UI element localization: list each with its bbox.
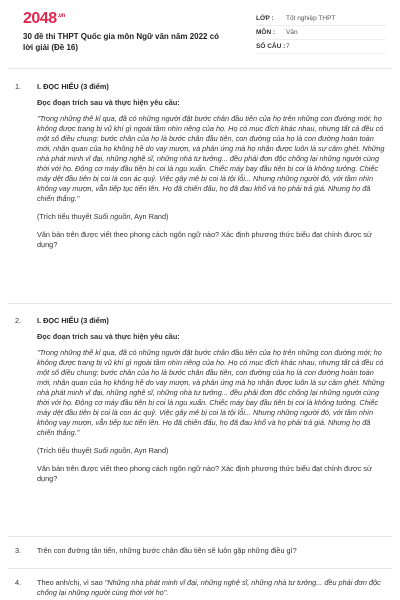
question-number: 2. (15, 316, 22, 325)
question-number: 4. (15, 578, 22, 587)
document-meta (256, 12, 386, 54)
page-title: 30 đề thi THPT Quốc gia môn Ngữ văn năm 2022 có lời giải (Đề 16) (23, 32, 220, 52)
meta-key: LỚP : (256, 15, 274, 22)
question-body (37, 546, 385, 556)
passage-source: (Trích tiểu thuyết Suối nguồn, Ayn Rand) (37, 212, 169, 221)
meta-row-count (256, 40, 386, 54)
meta-value: Tốt nghiệp THPT (286, 15, 336, 22)
meta-row-subject (256, 26, 386, 40)
meta-row-class (256, 12, 386, 26)
question-4 (15, 578, 385, 598)
reading-passage: "Trong những thế kỉ qua, đã có những người đặt bước chân đầu tiên của họ trên những con đường mới; họ không được trang bị vũ khí gì ngoài tầm nhìn riêng của họ. Họ có mục đích khác nhau, nhưng tất cả đều có một số điều chung: bước chân của họ là bước chân đầu tiên, con đường của họ là con đường hoàn toàn mới, nhận quan của họ không hề do vay mượn, và phản ứng mà họ nhận được luôn là sự căm ghét. Những nhà phát minh vĩ đại, những nghệ sĩ, những nhà tư tưởng... đều phải đơn độc chống lại những người cùng thời với họ. Động cơ máy đầu tiên bị coi là ngu xuẩn. Chiếc máy bay đầu tiên bị coi là không tưởng. Chiếc máy dệt đầu tiên bị coi là con ác quỷ. Việc gây mê bị coi là tội lỗi... Nhưng những người đó, với tầm nhìn không vay mượn, vẫn tiếp tục tiến lên. Họ đã chiến đấu, họ đã đau khổ và họ phải trả giá. Nhưng họ đã chiến thắng." (37, 348, 385, 437)
question-number: 1. (15, 82, 22, 91)
meta-key: SỐ CÂU : (256, 43, 286, 50)
section-title: I. ĐỌC HIỂU (3 điểm) (37, 82, 109, 91)
passage-source: (Trích tiểu thuyết Suối nguồn, Ayn Rand) (37, 446, 169, 455)
section-title: I. ĐỌC HIỂU (3 điểm) (37, 316, 109, 325)
meta-value: Văn (286, 29, 298, 36)
question-text: Văn bản trên được viết theo phong cách ngôn ngữ nào? Xác định phương thức biểu đạt chính được sử dụng? (37, 464, 372, 483)
question-divider (8, 536, 392, 537)
question-number: 3. (15, 546, 22, 555)
question-divider (8, 303, 392, 304)
reading-passage: "Trong những thế kỉ qua, đã có những người đặt bước chân đầu tiên của họ trên những con đường mới; họ không được trang bị vũ khí gì ngoài tầm nhìn riêng của họ. Họ có mục đích khác nhau, nhưng tất cả đều có một số điều chung: bước chân của họ là bước chân đầu tiên, con đường của họ là con đường hoàn toàn mới, nhận quan của họ không hề do vay mượn, và phản ứng mà họ nhận được luôn là sự căm ghét. Những nhà phát minh vĩ đại, những nghệ sĩ, những nhà tư tưởng... đều phải đơn độc chống lại những người cùng thời với họ. Động cơ máy đầu tiên bị coi là ngu xuẩn. Chiếc máy bay đầu tiên bị coi là không tưởng. Chiếc máy dệt đầu tiên bị coi là con ác quỷ. Việc gây mê bị coi là tội lỗi... Nhưng những người đó, với tầm nhìn không vay mượn, vẫn tiếp tục tiến lên. Họ đã chiến đấu, họ đã đau khổ và họ phải trả giá. Nhưng họ đã chiến thắng." (37, 114, 385, 203)
header-divider (8, 68, 392, 69)
logo-suffix: .vn (57, 12, 65, 19)
question-body (37, 82, 385, 250)
logo-text: 2048 (23, 10, 57, 27)
document-header (8, 0, 392, 64)
question-text: Văn bản trên được viết theo phong cách ngôn ngữ nào? Xác định phương thức biểu đạt chính được sử dụng? (37, 230, 372, 249)
question-quote: "Những nhà phát minh vĩ đại, những nghệ sĩ, những nhà tư tưởng... đều phải đơn độc chống lại những người cùng thời với họ". (37, 578, 381, 597)
question-prompt: Đọc đoạn trích sau và thực hiện yêu cầu: (37, 332, 180, 341)
question-divider (8, 568, 392, 569)
question-2 (15, 316, 385, 484)
question-body (37, 578, 385, 598)
meta-key: MÔN : (256, 29, 276, 36)
question-text: Theo anh/chị, vì sao (37, 578, 105, 587)
meta-value: 7 (286, 43, 290, 50)
question-1 (15, 82, 385, 250)
source-title: Suối nguồn (93, 446, 131, 455)
question-3 (15, 546, 385, 556)
question-body (37, 316, 385, 484)
question-text: Trên con đường tân tiến, những bước chân đầu tiên sẽ luôn gặp những điều gì? (37, 546, 297, 555)
site-logo[interactable] (23, 10, 65, 28)
source-title: Suối nguồn (93, 212, 131, 221)
question-prompt: Đọc đoạn trích sau và thực hiện yêu cầu: (37, 98, 180, 107)
